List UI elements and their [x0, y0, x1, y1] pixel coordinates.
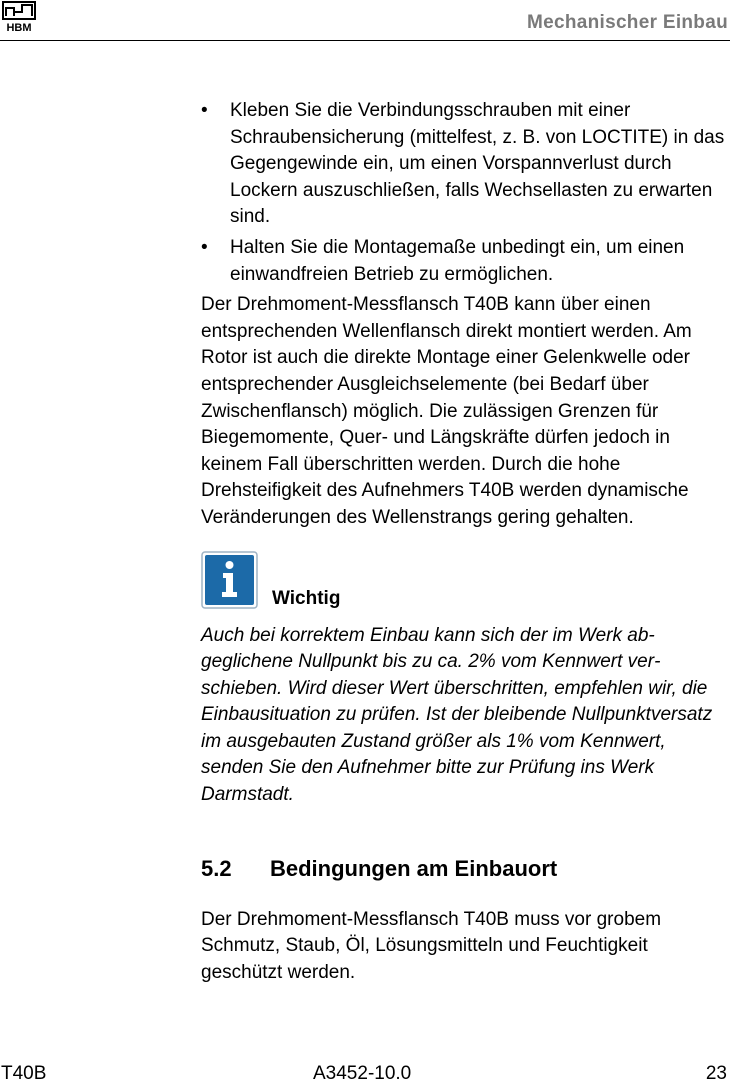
page-content — [201, 98, 730, 986]
hbm-logo — [2, 1, 36, 32]
bullet-text: Halten Sie die Montagemaße unbedingt ein, um einen einwandfreien Betrieb zu ermöglichen. — [230, 236, 685, 285]
header-rule — [0, 40, 730, 41]
header-title: Mechanischer Einbau — [526, 12, 728, 33]
section-title: Bedingungen am Einbauort — [270, 855, 558, 881]
bullet-icon: • — [201, 100, 208, 121]
footer-document-number: A3452-10.0 — [313, 1063, 412, 1084]
footer-product: T40B — [1, 1063, 47, 1084]
notice-title: Wichtig — [272, 587, 341, 609]
section-paragraph: Der Drehmoment-Messflansch T40B muss vor grobem Schmutz, Staub, Öl, Lösungsmitteln und Feuchtigkeit geschützt werden. — [201, 908, 662, 983]
list-item — [201, 235, 730, 288]
list-item — [201, 98, 730, 231]
bullet-list — [201, 98, 730, 288]
page-number: 23 — [705, 1063, 727, 1084]
section-number: 5.2 — [201, 855, 232, 881]
section-heading — [201, 855, 730, 883]
logo-text: HBM — [6, 22, 32, 32]
notice-header — [201, 551, 730, 609]
bullet-icon: • — [201, 236, 208, 258]
info-icon — [201, 551, 258, 609]
notice-text: Auch bei korrektem Einbau kann sich der im Werk abgeglichene Nullpunkt bis zu ca. 2% vom Kennwert verschieben. Wird dieser Wert überschritten, empfehlen wir, die Einbausituation zu prüfen. Ist der bleibende Nullpunktversatz im ausgebauten Zustand größer als 1% vom Kennwert, senden Sie den Aufnehmer bitte zur Prüfung ins Werk Darmstadt. — [201, 624, 713, 806]
body-paragraph: Der Drehmoment-Messflansch T40B kann über einen entsprechenden Wellenflansch direkt montiert werden. Am Rotor ist auch die direkte Montage einer Gelenkwelle oder entsprechender Ausgleichselemente (bei Bedarf über Zwischenflansch) möglich. Die zulässigen Grenzen für Biegemomente, Quer- und Längskräfte dürfen jedoch in keinem Fall überschritten werden. Durch die hohe Drehsteifigkeit des Aufnehmers T40B werden dynamische Veränderungen des Wellenstrangs gering gehalten. — [201, 294, 692, 528]
bullet-text: Kleben Sie die Verbindungsschrauben mit einer Schraubensicherung (mittelfest, z. B. von LOCTITE) in das Gegengewinde ein, um einen Vorspannverlust durch Lockern auszuschließen, falls Wechsellasten zu erwarten sind. — [230, 100, 725, 228]
